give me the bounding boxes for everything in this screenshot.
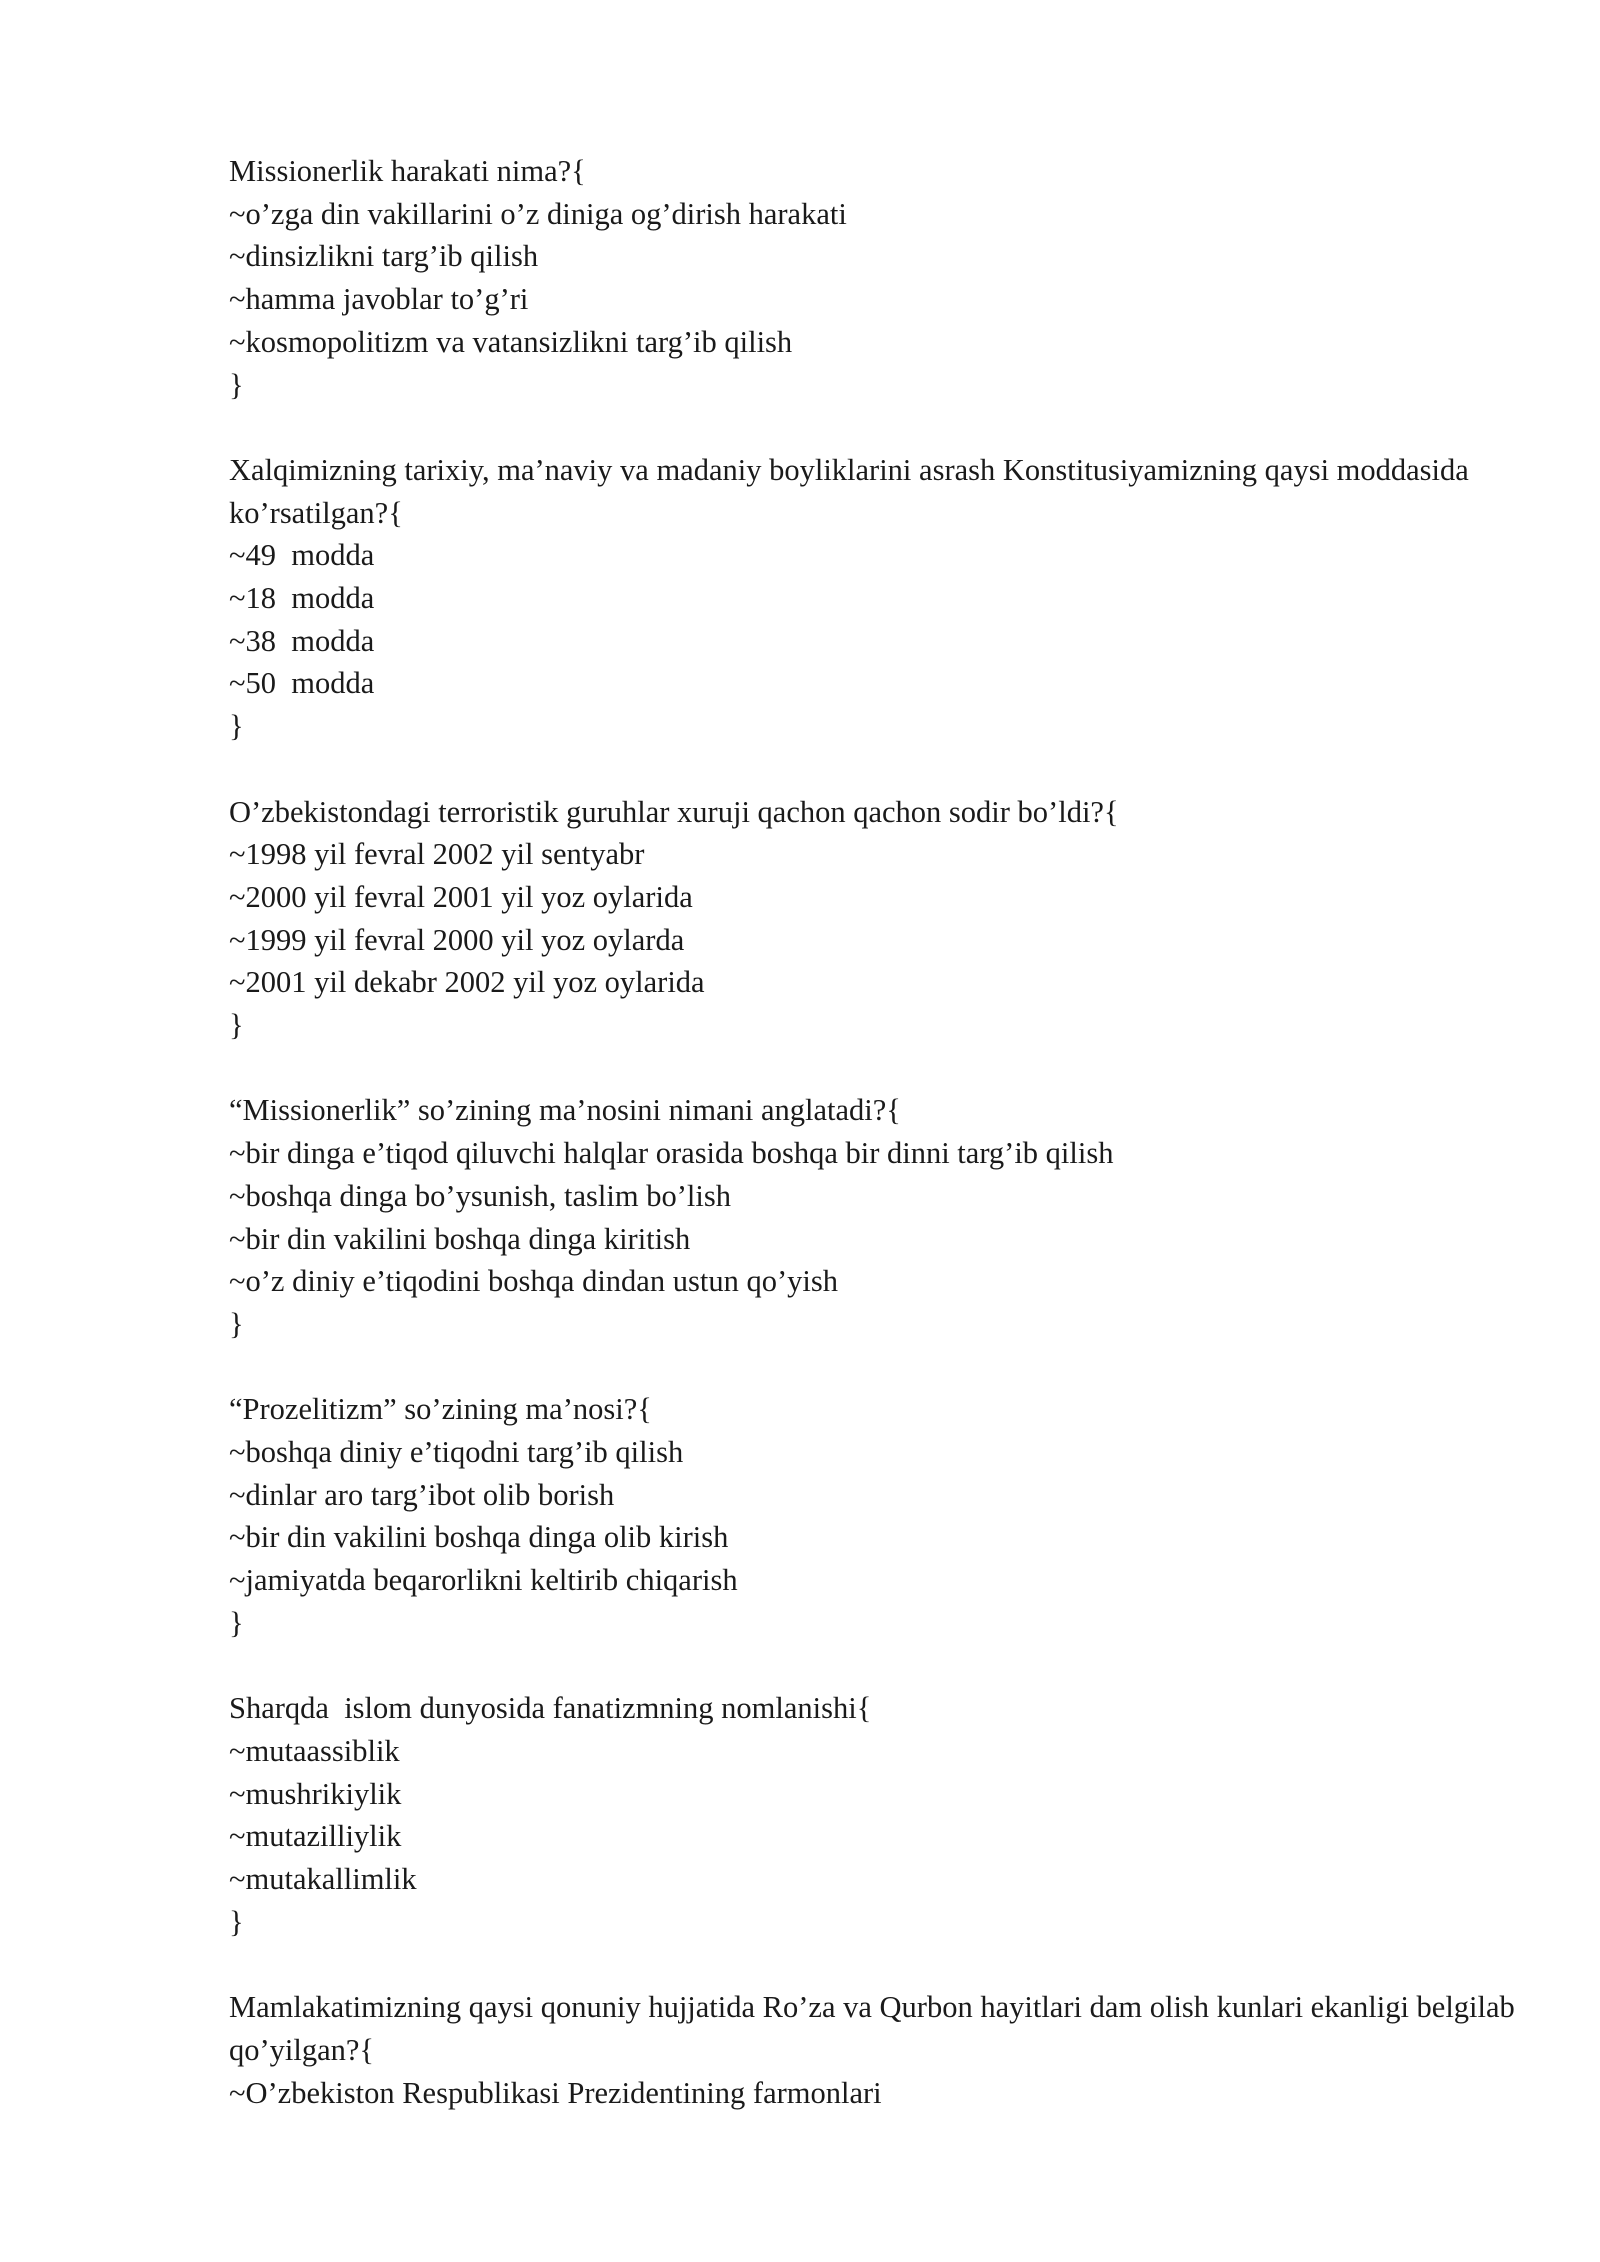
- answer-option: ~mutakallimlik: [229, 1862, 417, 1897]
- answer-option: ~o’zga din vakillarini o’z diniga og’dirish harakati: [229, 196, 847, 231]
- answer-option: ~mutaassiblik: [229, 1733, 400, 1768]
- answer-option: ~jamiyatda beqarorlikni keltirib chiqarish: [229, 1563, 738, 1598]
- question-block-6: [229, 1687, 1529, 1943]
- closing-brace: }: [229, 1605, 244, 1640]
- answer-option: ~boshqa dinga bo’ysunish, taslim bo’lish: [229, 1178, 731, 1213]
- question-text: Mamlakatimizning qaysi qonuniy hujjatida Ro’za va Qurbon hayitlari dam olish kunlari ekanligi belgilab qo’yilgan?{: [229, 1990, 1523, 2067]
- answer-option: ~50 modda: [229, 666, 375, 701]
- answer-option: ~boshqa diniy e’tiqodni targ’ib qilish: [229, 1435, 684, 1470]
- answer-option: ~hamma javoblar to’g’ri: [229, 282, 529, 317]
- answer-option: ~2000 yil fevral 2001 yil yoz oylarida: [229, 879, 693, 914]
- question-block-2: [229, 449, 1529, 748]
- answer-option: ~dinsizlikni targ’ib qilish: [229, 239, 539, 274]
- closing-brace: }: [229, 1904, 244, 1939]
- question-block-1: [229, 150, 1529, 406]
- answer-option: ~18 modda: [229, 581, 375, 616]
- question-block-3: [229, 791, 1529, 1047]
- question-text: Xalqimizning tarixiy, ma’naviy va madaniy boyliklarini asrash Konstitusiyamizning qaysi moddasida ko’rsatilgan?{: [229, 452, 1477, 530]
- closing-brace: }: [229, 709, 244, 744]
- closing-brace: }: [229, 1008, 244, 1043]
- question-text: Missionerlik harakati nima?{: [229, 154, 586, 188]
- question-text: “Missionerlik” so’zining ma’nosini nimani anglatadi?{: [229, 1093, 901, 1128]
- question-block-5: [229, 1388, 1529, 1644]
- answer-option: ~49 modda: [229, 538, 375, 573]
- closing-brace: }: [229, 367, 244, 402]
- question-text: O’zbekistondagi terroristik guruhlar xuruji qachon qachon sodir bo’ldi?{: [229, 794, 1119, 829]
- question-block-4: [229, 1089, 1529, 1345]
- question-block-7: [229, 1986, 1529, 2114]
- answer-option: ~o’z diniy e’tiqodini boshqa dindan ustun qo’yish: [229, 1264, 838, 1299]
- answer-option: ~bir din vakilini boshqa dinga olib kirish: [229, 1520, 729, 1555]
- answer-option: ~bir dinga e’tiqod qiluvchi halqlar orasida boshqa bir dinni targ’ib qilish: [229, 1136, 1114, 1171]
- answer-option: ~O’zbekiston Respublikasi Prezidentining farmonlari: [229, 2075, 882, 2110]
- answer-option: ~dinlar aro targ’ibot olib borish: [229, 1477, 615, 1512]
- answer-option: ~38 modda: [229, 623, 375, 658]
- answer-option: ~mushrikiylik: [229, 1776, 402, 1811]
- question-text: “Prozelitizm” so’zining ma’nosi?{: [229, 1392, 652, 1427]
- answer-option: ~bir din vakilini boshqa dinga kiritish: [229, 1221, 691, 1256]
- answer-option: ~mutazilliylik: [229, 1819, 402, 1854]
- answer-option: ~kosmopolitizm va vatansizlikni targ’ib qilish: [229, 324, 793, 359]
- answer-option: ~1998 yil fevral 2002 yil sentyabr: [229, 837, 645, 872]
- closing-brace: }: [229, 1306, 244, 1341]
- document-page: [229, 150, 1529, 2157]
- answer-option: ~2001 yil dekabr 2002 yil yoz oylarida: [229, 965, 705, 1000]
- question-text: Sharqda islom dunyosida fanatizmning nomlanishi{: [229, 1691, 872, 1726]
- answer-option: ~1999 yil fevral 2000 yil yoz oylarda: [229, 922, 685, 957]
